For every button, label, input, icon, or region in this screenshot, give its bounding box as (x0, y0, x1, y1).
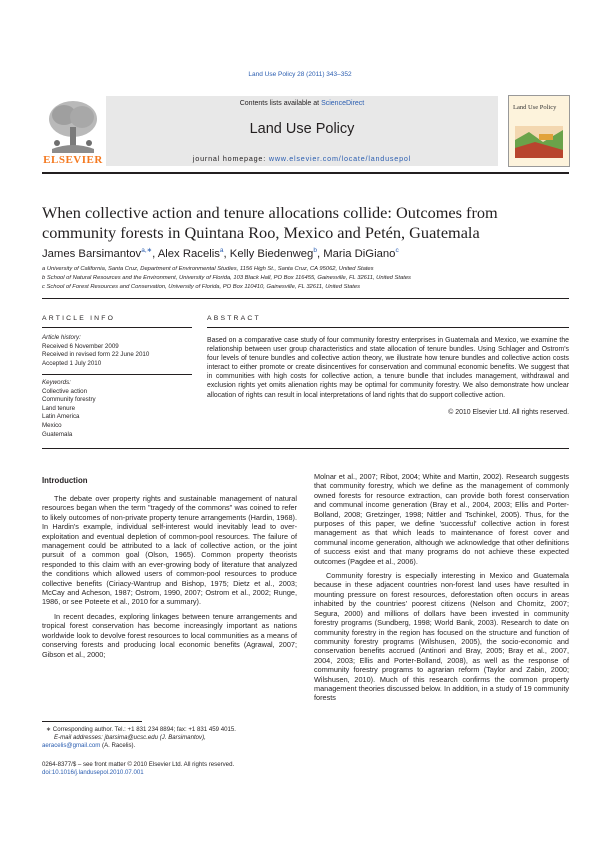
history-received: Received 6 November 2009 (42, 342, 119, 350)
author-list: James Barsimantov$^{a,∗}$, Alex Racelis$^a$, Kelly Biedenweg$^b$, Maria DiGiano$^c$ (42, 247, 399, 260)
author-affiliation-mark[interactable]: a (219, 247, 224, 254)
body-paragraph: The debate over property rights and sustainable management of natural resources began when the term "tragedy of the commons" was coined to refer to likely outcomes of non-private property tenure arrangements (Hardin, 1968). In Hardin's example, individual self-interest would inevitably lead to over-exploitation and eventual depletion of common-pool resources. The failure of management could be attributed to a lack of collective action, or the joint pursuit of a common goal (Olson, 1965). Common property theorists responded to this claim with an ever-growing body of literature that analyzed the conditions which allowed users of common-pool resources to produce collective benefits (Ciriacy-Wantrup and Bishop, 1975; Dietz et al., 2003; McCay and Acheson, 1987; Ostrom, 1990, 2007; Ostrom et al., 2002; Runge, 1986, or see Poteete et al., 2010 for a summary). (42, 494, 297, 607)
history-revised: Received in revised form 22 June 2010 (42, 351, 150, 359)
issn-line: 0264-8377/$ – see front matter © 2010 Elsevier Ltd. All rights reserved. (42, 761, 235, 768)
body-right-column (314, 472, 569, 708)
abstract-text: Based on a comparative case study of four community forestry enterprises in Guatemala and Mexico, we examine the relationship between user group characteristics and state allocation of tenure bundles. Using Schlager and Ostrom's four levels of tenure bundles and collective action theory, we illustrate how tenure bundles and collective action costs interact to either promote or create disincentives for conservation and communal economic benefits. We suggest that in communities with high costs for collective action, a tenure bundle that includes management, withdrawal and exclusion rights yet omits alienation rights may be optimal for community forestry. We also demonstrate how unclear allocation of rights can result in local interpretations of land rights that do support collective action. (207, 337, 569, 399)
affiliation-b: b School of Natural Resources and the Environment, University of Florida, 103 Black Hall, PO Box 116455, Gainesville, FL 32611, United States (42, 275, 411, 281)
keyword: Latin America (42, 413, 80, 421)
doi-link[interactable]: doi:10.1016/j.landusepol.2010.07.001 (42, 769, 144, 776)
publisher-logo-text: ELSEVIER (43, 154, 103, 166)
affiliation-c: c School of Forest Resources and Conservation, University of Florida, PO Box 110410, Gainesville, FL 32611, United States (42, 284, 361, 290)
body-paragraph: Community forestry is especially interesting in Mexico and Guatemala because in these adjacent countries non-forest land uses have resulted in mounting pressure on forest resources, deforestation often occurs in areas inhabited by the countries' poorest citizens (Nelson and Chomitz, 2007; Segura, 2000) and millions of dollars have been invested in community forestry programs (Sundberg, 1998; World Bank, 2003). Research to date on community forestry in the region has focused on the structure and function of community forestry programs (Wilshusen, 2005), the socio-economic and conservation benefits accrued (Antinori and Bray, 2005; Bray et al., 2007, 2004, 2003; Ellis and Porter-Bolland, 2008), as well as the response of community forestry programs to agrarian reform (Taylor and Zabin, 2000; Wilshusen, 2010). Much of this research confirms the common property management theories discussed below. In addition, in a study of 19 community forests (314, 571, 569, 703)
sciencedirect-link[interactable]: ScienceDirect (321, 100, 365, 107)
keywords-block (42, 379, 197, 439)
history-label: Article history: (42, 334, 81, 341)
email-link[interactable]: aeracelis@gmail.com (42, 742, 101, 749)
abstract-label: ABSTRACT (207, 315, 261, 322)
article-info-rule (42, 327, 192, 328)
header-rule (42, 172, 569, 174)
author-affiliation-mark[interactable]: b (313, 247, 317, 254)
article-title: When collective action and tenure allocations collide: Outcomes from community forests in Quintana Roo, Mexico and Petén, Guatemala (42, 203, 498, 242)
affiliation-a: a University of California, Santa Cruz, Department of Environmental Studies, 1156 High St., Santa Cruz, CA 95062, United States (42, 266, 374, 272)
email-addresses: E-mail addresses: jbarsima@ucsc.edu (J. Barsimantov), (54, 734, 206, 741)
keyword: Land tenure (42, 404, 76, 412)
body-paragraph: Molnar et al., 2007; Ribot, 2004; White and Martin, 2002). Research suggests that community forestry, which we define as the management of commonly owned forests for resource extraction, can provide both forest conservation and communal income generation (Bray et al., 2004, 2003; Ellis and Porter-Bolland, 2008; Gretzinger, 1998; Nittler and Tschinkel, 2005). Thus, for the purposes of this paper, we define 'successful' collective action in forest management as that which leads to maintenance of forest cover and communal income generation, although we acknowledge that other definitions of success exist and that many programs do not achieve these expected outcomes (Pagdee et al., 2006). (314, 472, 569, 566)
email-owner: (A. Racelis). (100, 742, 136, 749)
keywords-rule (42, 374, 192, 375)
author-name: James Barsimantov (42, 247, 142, 260)
abstract-bottom-rule (42, 448, 569, 449)
homepage-link[interactable]: www.elsevier.com/locate/landusepol (268, 154, 412, 163)
author-name: Alex Racelis (157, 247, 220, 260)
author-affiliation-mark[interactable]: a,∗ (141, 247, 153, 254)
keyword: Collective action (42, 387, 88, 395)
abstract-rule (207, 327, 569, 328)
journal-homepage (106, 154, 498, 163)
author-name: Kelly Biedenweg (229, 247, 314, 260)
email-line (42, 742, 297, 750)
keywords-label: Keywords: (42, 379, 71, 386)
abstract-copyright: © 2010 Elsevier Ltd. All rights reserved. (448, 409, 569, 416)
keyword: Mexico (42, 421, 62, 429)
contents-prefix: Contents lists available at (239, 100, 322, 107)
author-affiliation-mark[interactable]: c (395, 247, 399, 254)
corresponding-author-note: ∗ Corresponding author. Tel.: +1 831 234 8894; fax: +1 831 459 4015. (46, 726, 236, 733)
affiliation-rule (42, 298, 569, 299)
footnote-rule (42, 721, 142, 722)
body-left-column (42, 494, 297, 664)
author-name: Maria DiGiano (323, 247, 396, 260)
article-info-label: ARTICLE INFO (42, 315, 116, 322)
contents-line (106, 100, 498, 107)
section-heading-introduction: Introduction (42, 476, 88, 485)
cover-title: Land Use Policy (513, 104, 557, 111)
history-accepted: Accepted 1 July 2010 (42, 359, 102, 367)
journal-citation[interactable]: Land Use Policy 28 (2011) 343–352 (248, 71, 352, 78)
article-history (42, 334, 197, 368)
journal-name: Land Use Policy (249, 121, 355, 137)
body-paragraph: In recent decades, exploring linkages between tenure arrangements and tropical forest conservation has become increasingly important as nations worldwide look to devolve forest resources to local communities as a means of conserving forests and producing local economic benefits (Agrawal, 2007; Gibson et al., 2000; (42, 611, 297, 659)
keyword: Community forestry (42, 396, 96, 404)
keyword: Guatemala (42, 430, 73, 438)
homepage-prefix: journal homepage: (192, 154, 269, 163)
